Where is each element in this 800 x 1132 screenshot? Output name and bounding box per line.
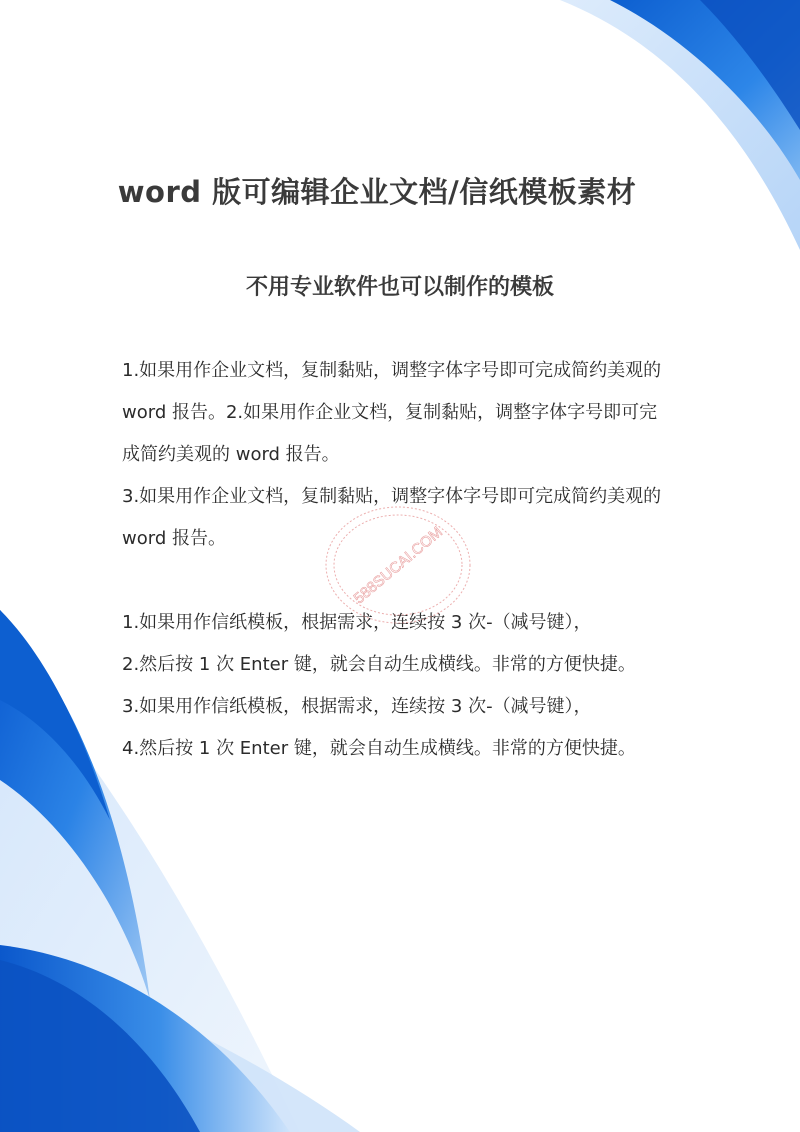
text-line: 1.如果用作企业文档，复制黏贴，调整字体字号即可完成简约美观的 <box>122 360 662 381</box>
text-line: 1.如果用作信纸模板，根据需求，连续按 3 次-（减号键）， <box>122 612 592 633</box>
text-line: 3.如果用作信纸模板，根据需求，连续按 3 次-（减号键）， <box>122 696 592 717</box>
text-line: 3.如果用作企业文档，复制黏贴，调整字体字号即可完成简约美观的 <box>122 486 662 507</box>
watermark-text: 588SUCAI.COM <box>350 523 446 608</box>
text-line: word 报告。2.如果用作企业文档，复制黏贴，调整字体字号即可完 <box>122 402 658 423</box>
text-line: word 报告。 <box>122 528 226 549</box>
watermark-stamp <box>318 500 478 630</box>
document-title: word 版可编辑企业文档/信纸模板素材 <box>117 175 637 209</box>
text-line: 2.然后按 1 次 Enter 键，就会自动生成横线。非常的方便快捷。 <box>122 654 636 675</box>
text-line: 成简约美观的 word 报告。 <box>122 444 340 465</box>
document-subtitle: 不用专业软件也可以制作的模板 <box>245 275 554 300</box>
text-line: 4.然后按 1 次 Enter 键，就会自动生成横线。非常的方便快捷。 <box>122 738 636 759</box>
